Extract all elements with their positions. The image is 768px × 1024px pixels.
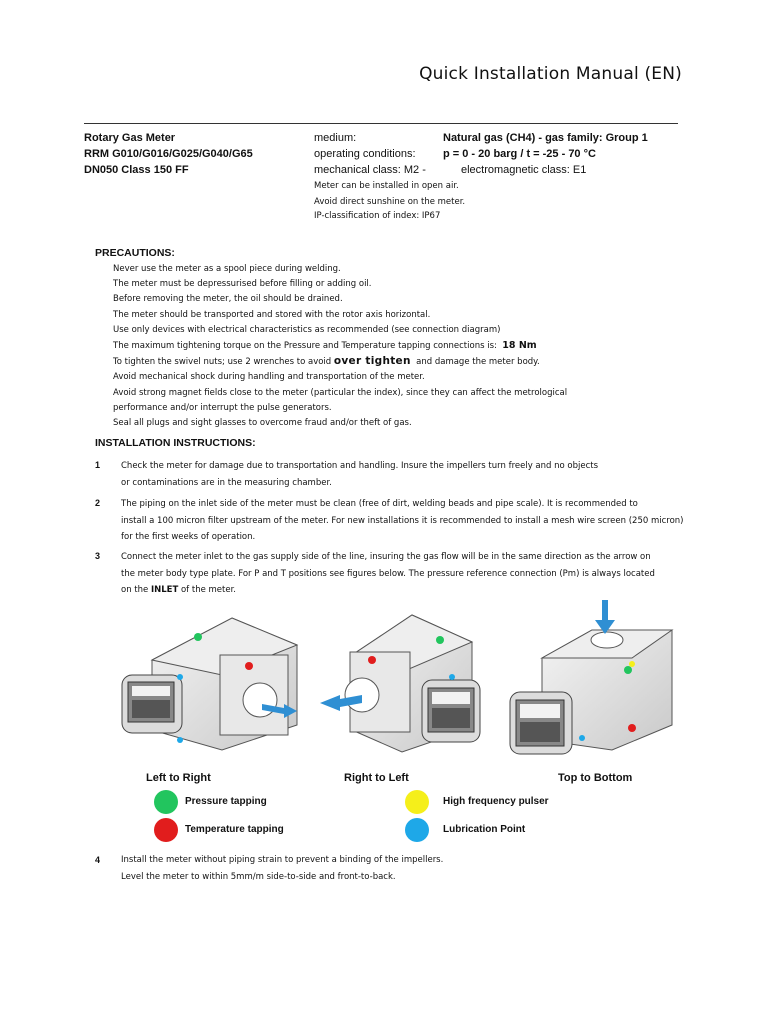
lubrication-marker: [177, 737, 183, 743]
hf-pulser-dot: [405, 790, 429, 814]
caption-top-to-bottom: Top to Bottom: [558, 772, 633, 784]
precaution-item: performance and/or interrupt the pulse generators.: [113, 402, 332, 413]
precaution-item-wrenches: To tighten the swivel nuts; use 2 wrenches to avoid over tighten and damage the meter body.: [113, 355, 540, 368]
operating-label: operating conditions:: [314, 148, 416, 160]
step-2-text: The piping on the inlet side of the meter must be clean (free of dirt, welding beads and pipe scale). It is recommended to install a 100 micron filter upstream of the meter. For new installations it is recommended to install a mesh wire screen (250 micron) for the first weeks of operation.: [121, 499, 684, 542]
spec-note-open-air: Meter can be installed in open air.: [314, 181, 459, 191]
legend-temperature: Temperature tapping: [185, 824, 284, 835]
torque-value: 18 Nm: [502, 340, 537, 352]
temperature-tap-marker: [245, 662, 253, 670]
pressure-tap-marker: [194, 633, 202, 641]
precaution-item: Never use the meter as a spool piece during welding.: [113, 264, 341, 274]
lubrication-dot: [405, 818, 429, 842]
precaution-item: The meter must be depressurised before filling or adding oil.: [113, 279, 372, 290]
meter-top-to-bottom-illustration: [510, 600, 672, 754]
legend-pressure: Pressure tapping: [185, 796, 267, 807]
electromagnetic-class: electromagnetic class: E1: [461, 164, 587, 176]
legend-lube: Lubrication Point: [443, 824, 526, 835]
pressure-tap-marker: [624, 666, 632, 674]
temperature-tapping-dot: [154, 818, 178, 842]
meter-figures: [112, 600, 682, 760]
product-model: RRM G010/G016/G025/G040/G65: [84, 148, 253, 160]
product-name: Rotary Gas Meter: [84, 132, 176, 144]
precaution-item: Seal all plugs and sight glasses to overcome fraud and/or theft of gas.: [113, 418, 412, 429]
precaution-item: Use only devices with electrical characteristics as recommended (see connection diagram): [113, 324, 501, 335]
mechanical-class: mechanical class: M2 -: [314, 164, 426, 176]
meter-right-to-left-illustration: [320, 615, 480, 752]
over-tighten-emphasis: over tighten: [333, 355, 411, 368]
lubrication-marker: [579, 735, 585, 741]
precaution-item: Avoid strong magnet fields close to the meter (particular the index), since they can affect the metrological: [113, 387, 568, 398]
step-number: 3: [95, 551, 101, 561]
precaution-item: The meter should be transported and stored with the rotor axis horizontal.: [113, 309, 431, 320]
medium-label: medium:: [314, 132, 357, 144]
installation-heading: INSTALLATION INSTRUCTIONS:: [95, 437, 256, 449]
step-number: 2: [95, 498, 101, 508]
temperature-tap-marker: [628, 724, 636, 732]
legend-hf: High frequency pulser: [443, 796, 549, 807]
precaution-item: Before removing the meter, the oil should be drained.: [113, 294, 343, 305]
precautions-list: [113, 262, 567, 431]
step-number: 1: [95, 460, 101, 470]
spec-note-ip: IP-classification of index: IP67: [314, 211, 441, 221]
step-number: 4: [95, 855, 101, 865]
flow-arrow-down: [595, 600, 615, 634]
medium-value: Natural gas (CH4) - gas family: Group 1: [443, 132, 648, 144]
step-4-text: Install the meter without piping strain to prevent a binding of the impellers. Level the meter to within 5mm/m side-to-side and front-to-back.: [121, 855, 444, 882]
temperature-tap-marker: [368, 656, 376, 664]
header-divider: [84, 123, 678, 124]
operating-value: p = 0 - 20 barg / t = -25 - 70 °C: [443, 148, 596, 160]
hf-pulser-marker: [629, 661, 635, 667]
step-3-text: Connect the meter inlet to the gas supply side of the line, insuring the gas flow will be in the same direction as the arrow on the meter body type plate. For P and T positions see figures below. The pressure reference connection (Pm) is always located on the INLET of the meter.: [121, 552, 655, 595]
precaution-item-torque: The maximum tightening torque on the Pressure and Temperature tapping connections is: 18 Nm: [113, 340, 537, 352]
lubrication-marker: [177, 674, 183, 680]
page-title: Quick Installation Manual (EN): [419, 64, 682, 84]
precautions-heading: PRECAUTIONS:: [95, 247, 175, 259]
spec-note-sunshine: Avoid direct sunshine on the meter.: [314, 197, 466, 207]
pressure-tapping-dot: [154, 790, 178, 814]
caption-left-to-right: Left to Right: [146, 772, 211, 784]
step-1-text: Check the meter for damage due to transportation and handling. Insure the impellers turn freely and no objects or contaminations are in the measuring chamber.: [121, 461, 599, 488]
precaution-item: Avoid mechanical shock during handling and transportation of the meter.: [113, 372, 425, 383]
meter-left-to-right-illustration: [122, 618, 297, 750]
product-size: DN050 Class 150 FF: [84, 164, 189, 176]
caption-right-to-left: Right to Left: [344, 772, 409, 784]
pressure-tap-marker: [436, 636, 444, 644]
lubrication-marker: [449, 674, 455, 680]
